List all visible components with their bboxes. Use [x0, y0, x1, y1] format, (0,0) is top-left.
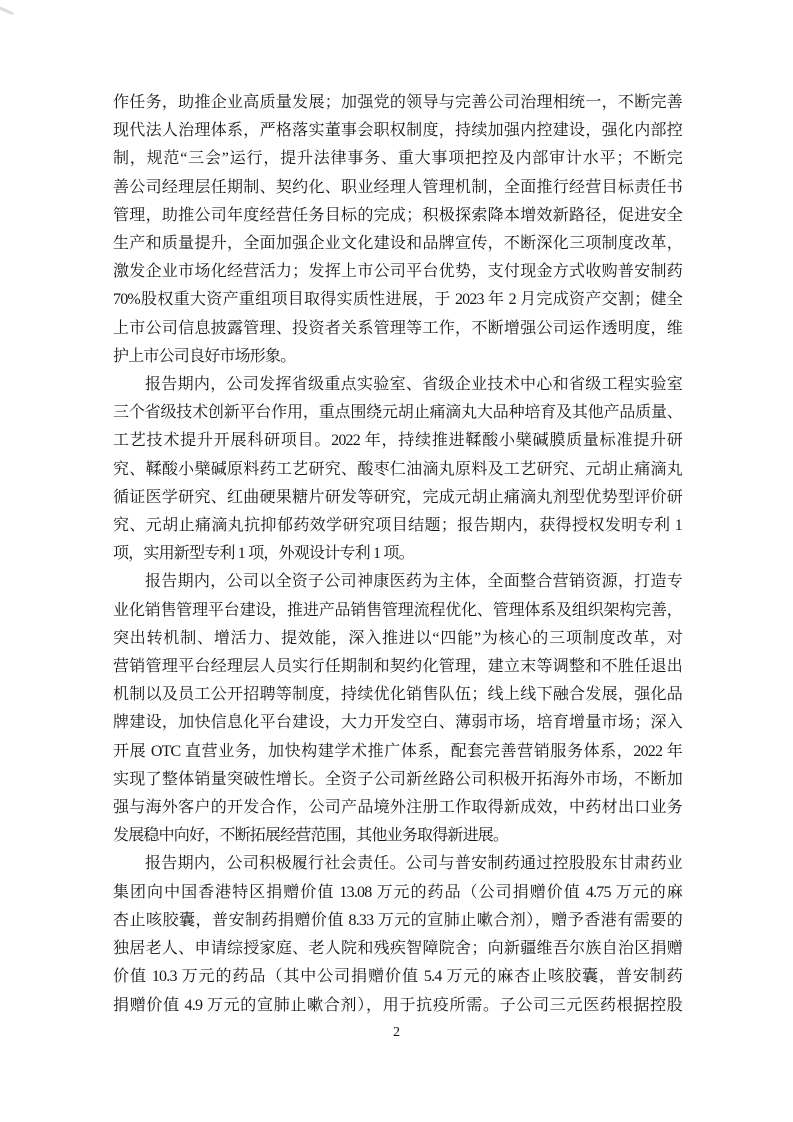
paragraph — [113, 371, 682, 568]
text-line: 护上市公司良好市场形象。 — [113, 347, 296, 365]
text-line: 70%股权重大资产重组项目取得实质性进展，于 2023 年 2 月完成资产交割；健全 — [113, 291, 682, 309]
text-line: 三个省级技术创新平台作用，重点围绕元胡止痛滴丸大品种培育及其他产品质量、 — [113, 404, 682, 422]
text-line: 集团向中国香港特区捐赠价值 13.08 万元的药品（公司捐赠价值 4.75 万元的麻 — [113, 883, 682, 901]
text-line: 实现了整体销量突破性增长。全资子公司新丝路公司积极开拓海外市场，不断加 — [113, 770, 682, 788]
document-body — [113, 89, 682, 1020]
text-line: 捐赠价值 4.9 万元的宣肺止嗽合剂），用于抗疫所需。子公司三元医药根据控股 — [113, 996, 682, 1014]
text-line: 项，实用新型专利 1 项，外观设计专利 1 项。 — [113, 545, 414, 563]
text-line: 激发企业市场化经营活力；发挥上市公司平台优势，支付现金方式收购普安制药 — [113, 263, 682, 281]
paragraph — [113, 850, 682, 1019]
text-line: 强与海外客户的开发合作，公司产品境外注册工作取得新成效，中药材出口业务 — [113, 799, 682, 817]
text-line: 报告期内，公司以全资子公司神康医药为主体，全面整合营销资源，打造专 — [145, 573, 682, 591]
text-line: 杏止咳胶囊，普安制药捐赠价值 8.33 万元的宣肺止嗽合剂），赠予香港有需要的 — [113, 911, 682, 929]
text-line: 制，规范“三会”运行，提升法律事务、重大事项把控及内部审计水平；不断完 — [113, 150, 682, 168]
text-line: 工艺技术提升开展科研项目。2022 年，持续推进鞣酸小檗碱膜质量标准提升研 — [113, 432, 682, 450]
text-line: 究、元胡止痛滴丸抗抑郁药效学研究项目结题；报告期内，获得授权发明专利 1 — [113, 517, 682, 535]
text-line: 作任务，助推企业高质量发展；加强党的领导与完善公司治理相统一，不断完善 — [113, 94, 682, 111]
page-number: 2 — [393, 1025, 400, 1040]
text-line: 现代法人治理体系，严格落实董事会职权制度，持续加强内控建设，强化内部控 — [113, 122, 682, 140]
paragraph — [113, 89, 682, 371]
text-line: 发展稳中向好，不断拓展经营范围，其他业务取得新进展。 — [113, 827, 509, 845]
text-line: 独居老人、申请综授家庭、老人院和残疾智障院舍；向新疆维吾尔族自治区捐赠 — [113, 940, 682, 958]
text-line: 循证医学研究、红曲硬果糖片研发等研究，完成元胡止痛滴丸剂型优势型评价研 — [113, 488, 682, 506]
scan-artifact — [0, 6, 14, 16]
text-line: 业化销售管理平台建设，推进产品销售管理流程优化、管理体系及组织架构完善， — [113, 601, 682, 619]
text-line: 管理，助推公司年度经营任务目标的完成；积极探索降本增效新路径，促进安全 — [113, 206, 682, 224]
text-line: 价值 10.3 万元的药品（其中公司捐赠价值 5.4 万元的麻杏止咳胶囊，普安制药 — [113, 968, 682, 986]
text-line: 生产和质量提升，全面加强企业文化建设和品牌宣传，不断深化三项制度改革， — [113, 235, 682, 253]
text-line: 牌建设，加快信息化平台建设，大力开发空白、薄弱市场，培育增量市场；深入 — [113, 714, 682, 732]
text-line: 善公司经理层任期制、契约化、职业经理人管理机制，全面推行经营目标责任书 — [113, 178, 682, 196]
text-line: 报告期内，公司积极履行社会责任。公司与普安制药通过控股股东甘肃药业 — [145, 855, 682, 873]
text-line: 机制以及员工公开招聘等制度，持续优化销售队伍；线上线下融合发展，强化品 — [113, 686, 682, 704]
text-line: 营销管理平台经理层人员实行任期制和契约化管理，建立末等调整和不胜任退出 — [113, 658, 682, 676]
text-line: 突出转机制、增活力、提效能，深入推进以“四能”为核心的三项制度改革，对 — [113, 629, 682, 647]
text-line: 上市公司信息披露管理、投资者关系管理等工作，不断增强公司运作透明度，维 — [113, 319, 682, 337]
paragraph — [113, 568, 682, 850]
text-line: 究、鞣酸小檗碱原料药工艺研究、酸枣仁油滴丸原料及工艺研究、元胡止痛滴丸 — [113, 460, 682, 478]
text-line: 开展 OTC 直营业务，加快构建学术推广体系，配套完善营销服务体系，2022 年 — [113, 742, 682, 760]
text-line: 报告期内，公司发挥省级重点实验室、省级企业技术中心和省级工程实验室 — [145, 376, 682, 394]
